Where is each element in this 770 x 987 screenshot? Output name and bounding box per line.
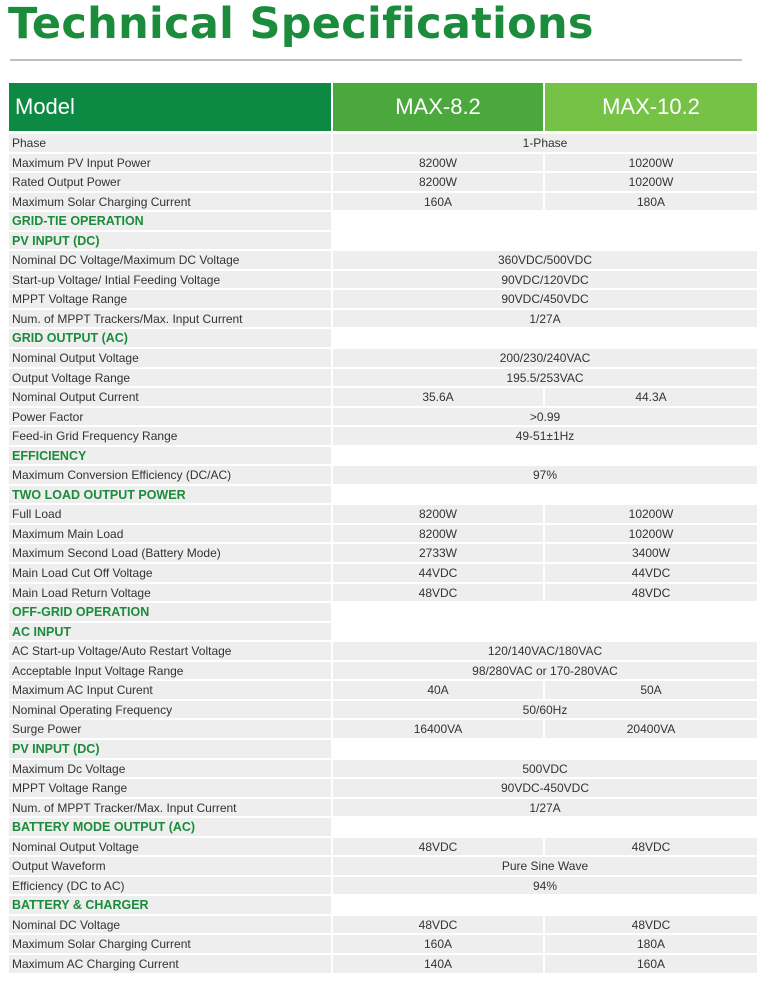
section-header-row [9,739,757,759]
spec-value-max-10-2: 20400VA [545,720,757,738]
spec-label: Output Voltage Range [9,369,331,387]
table-header [9,83,757,131]
spec-value-max-10-2: 10200W [545,505,757,523]
spec-value-shared: 97% [333,466,757,484]
section-spacer [333,896,757,914]
spec-row [9,583,757,603]
spec-value-shared: 90VDC/450VDC [333,290,757,308]
spec-row [9,153,757,173]
section-title: GRID-TIE OPERATION [9,212,331,230]
spec-value-max-10-2: 44.3A [545,388,757,406]
spec-value-max-10-2: 44VDC [545,564,757,582]
spec-label: Main Load Return Voltage [9,584,331,602]
spec-label: Output Waveform [9,857,331,875]
section-spacer [333,447,757,465]
section-spacer [333,486,757,504]
spec-row [9,876,757,896]
spec-label: Maximum Second Load (Battery Mode) [9,544,331,562]
section-header-row [9,622,757,642]
spec-row [9,759,757,779]
section-title: PV INPUT (DC) [9,740,331,758]
spec-value-max-8-2: 48VDC [333,838,543,856]
spec-label: Acceptable Input Voltage Range [9,662,331,680]
section-spacer [333,232,757,250]
spec-value-shared: 1/27A [333,310,757,328]
spec-value-max-10-2: 48VDC [545,584,757,602]
spec-value-max-8-2: 35.6A [333,388,543,406]
spec-label: Full Load [9,505,331,523]
spec-value-shared: 360VDC/500VDC [333,251,757,269]
spec-value-shared: 120/140VAC/180VAC [333,642,757,660]
spec-value-max-8-2: 2733W [333,544,543,562]
spec-row [9,700,757,720]
section-spacer [333,623,757,641]
spec-value-max-10-2: 10200W [545,154,757,172]
spec-label: Maximum Dc Voltage [9,760,331,778]
section-header-row [9,211,757,231]
section-title: PV INPUT (DC) [9,232,331,250]
spec-value-shared: 1/27A [333,799,757,817]
spec-row [9,348,757,368]
spec-value-max-8-2: 8200W [333,173,543,191]
spec-value-shared: 50/60Hz [333,701,757,719]
spec-label: Maximum AC Input Curent [9,681,331,699]
spec-row [9,524,757,544]
section-spacer [333,740,757,758]
section-spacer [333,818,757,836]
spec-label: Nominal DC Voltage/Maximum DC Voltage [9,251,331,269]
model-column-max-10-2: MAX-10.2 [545,83,757,131]
spec-row [9,504,757,524]
spec-row [9,680,757,700]
section-header-row [9,231,757,251]
spec-value-max-10-2: 10200W [545,525,757,543]
spec-value-max-8-2: 16400VA [333,720,543,738]
spec-label: Num. of MPPT Trackers/Max. Input Current [9,310,331,328]
model-column-max-8-2: MAX-8.2 [333,83,543,131]
spec-label: Maximum PV Input Power [9,154,331,172]
spec-value-max-8-2: 8200W [333,505,543,523]
spec-value-shared: 90VDC-450VDC [333,779,757,797]
spec-label: Num. of MPPT Tracker/Max. Input Current [9,799,331,817]
spec-row [9,778,757,798]
spec-row [9,719,757,739]
section-title: BATTERY MODE OUTPUT (AC) [9,818,331,836]
spec-value-shared: 195.5/253VAC [333,369,757,387]
spec-value-shared: 90VDC/120VDC [333,271,757,289]
spec-label: Surge Power [9,720,331,738]
spec-row [9,915,757,935]
section-header-row [9,602,757,622]
spec-label: Main Load Cut Off Voltage [9,564,331,582]
spec-value-max-10-2: 48VDC [545,838,757,856]
spec-value-max-8-2: 140A [333,955,543,973]
section-title: OFF-GRID OPERATION [9,603,331,621]
section-header-row [9,895,757,915]
spec-label: Start-up Voltage/ Intial Feeding Voltage [9,271,331,289]
section-title: AC INPUT [9,623,331,641]
spec-row [9,250,757,270]
spec-value-max-8-2: 48VDC [333,916,543,934]
section-title: BATTERY & CHARGER [9,896,331,914]
spec-label: Nominal Operating Frequency [9,701,331,719]
spec-row [9,133,757,153]
spec-row [9,289,757,309]
spec-value-max-10-2: 10200W [545,173,757,191]
spec-row [9,426,757,446]
spec-value-max-8-2: 8200W [333,154,543,172]
spec-value-max-10-2: 50A [545,681,757,699]
section-spacer [333,603,757,621]
spec-label: Nominal DC Voltage [9,916,331,934]
spec-value-max-10-2: 3400W [545,544,757,562]
spec-label: Nominal Output Current [9,388,331,406]
model-header-label: Model [9,83,331,131]
spec-value-shared: 500VDC [333,760,757,778]
spec-row [9,543,757,563]
spec-label: Maximum Main Load [9,525,331,543]
section-header-row [9,817,757,837]
spec-value-max-8-2: 44VDC [333,564,543,582]
spec-value-shared: 1-Phase [333,134,757,152]
spec-row [9,837,757,857]
spec-row [9,465,757,485]
spec-label: MPPT Voltage Range [9,290,331,308]
spec-row [9,387,757,407]
spec-value-max-8-2: 160A [333,935,543,953]
spec-label: Maximum Solar Charging Current [9,193,331,211]
spec-value-max-10-2: 180A [545,193,757,211]
spec-row [9,270,757,290]
spec-value-max-8-2: 40A [333,681,543,699]
spec-value-max-10-2: 180A [545,935,757,953]
spec-label: Nominal Output Voltage [9,349,331,367]
section-header-row [9,328,757,348]
spec-label: Maximum Solar Charging Current [9,935,331,953]
spec-label: AC Start-up Voltage/Auto Restart Voltage [9,642,331,660]
spec-value-shared: 200/230/240VAC [333,349,757,367]
spec-row [9,172,757,192]
page-title: Technical Specifications [8,0,594,49]
spec-label: Nominal Output Voltage [9,838,331,856]
section-title: TWO LOAD OUTPUT POWER [9,486,331,504]
spec-value-shared: 98/280VAC or 170-280VAC [333,662,757,680]
spec-row [9,954,757,974]
spec-value-shared: 49-51±1Hz [333,427,757,445]
spec-value-max-10-2: 48VDC [545,916,757,934]
spec-row [9,798,757,818]
spec-value-shared: >0.99 [333,408,757,426]
spec-row [9,368,757,388]
spec-label: Phase [9,134,331,152]
spec-label: Power Factor [9,408,331,426]
spec-row [9,856,757,876]
section-header-row [9,485,757,505]
section-spacer [333,329,757,347]
spec-label: Rated Output Power [9,173,331,191]
spec-value-max-8-2: 8200W [333,525,543,543]
spec-row [9,563,757,583]
spec-row [9,192,757,212]
spec-value-max-10-2: 160A [545,955,757,973]
spec-label: MPPT Voltage Range [9,779,331,797]
section-title: EFFICIENCY [9,447,331,465]
spec-label: Feed-in Grid Frequency Range [9,427,331,445]
section-title: GRID OUTPUT (AC) [9,329,331,347]
spec-row [9,641,757,661]
spec-row [9,309,757,329]
spec-value-shared: Pure Sine Wave [333,857,757,875]
title-divider [10,59,742,61]
spec-table-body [9,133,757,974]
spec-label: Efficiency (DC to AC) [9,877,331,895]
spec-row [9,407,757,427]
section-header-row [9,446,757,466]
spec-label: Maximum Conversion Efficiency (DC/AC) [9,466,331,484]
spec-value-max-8-2: 48VDC [333,584,543,602]
spec-value-max-8-2: 160A [333,193,543,211]
spec-value-shared: 94% [333,877,757,895]
spec-row [9,934,757,954]
spec-row [9,661,757,681]
section-spacer [333,212,757,230]
spec-label: Maximum AC Charging Current [9,955,331,973]
